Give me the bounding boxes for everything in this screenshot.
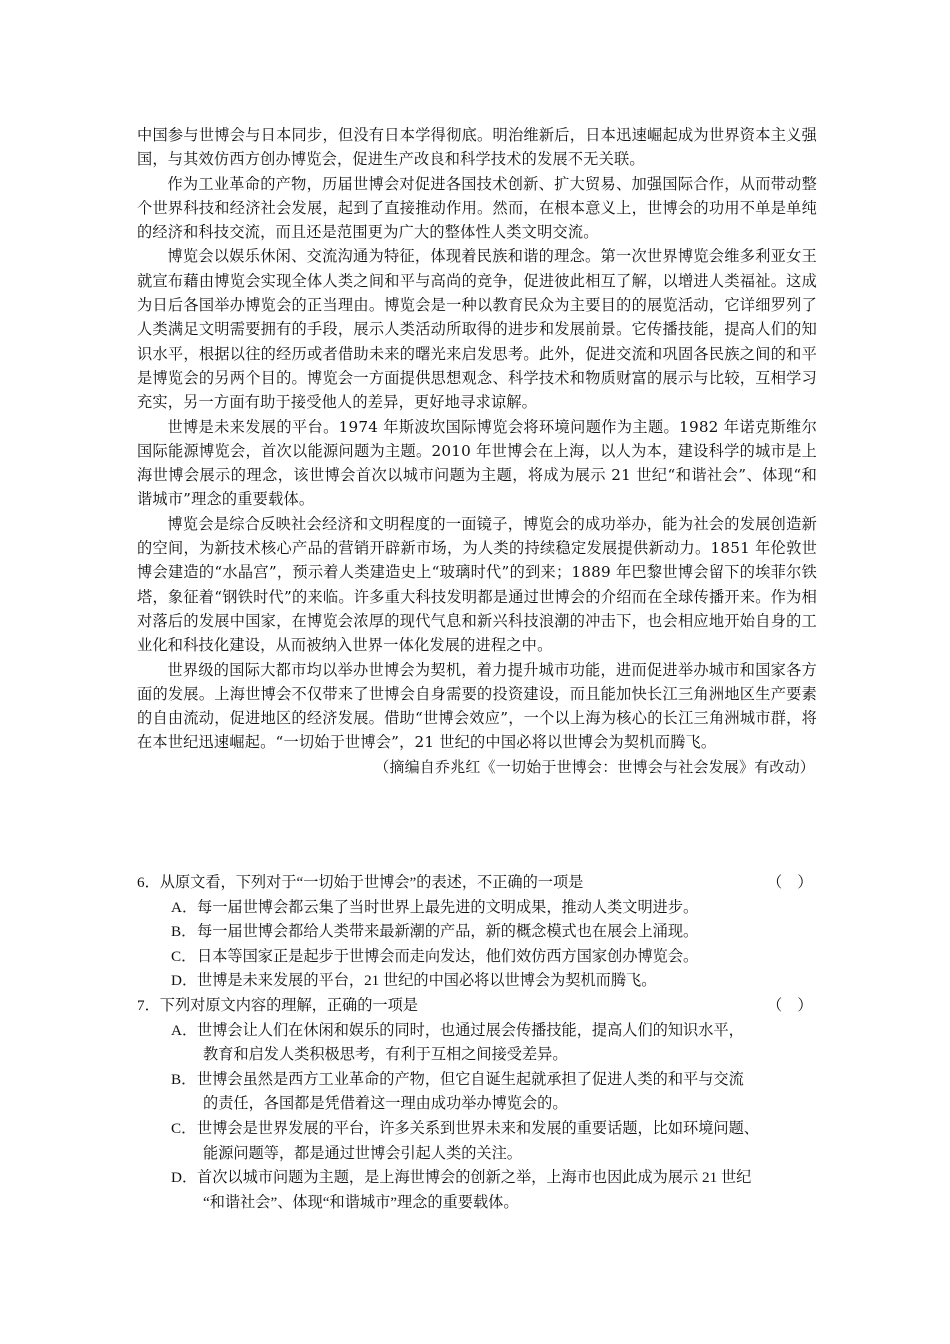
option-label: C． (171, 947, 197, 965)
option-label: D． (171, 972, 198, 990)
option-text: 世博会虽然是西方工业革命的产物，但它自诞生起就承担了促进人类的和平与交流 (197, 1070, 744, 1088)
option-text: 首次以城市问题为主题，是上海世博会的创新之举，上海市也因此成为展示 21 世纪 (197, 1169, 752, 1187)
article-paragraph-6: 世界级的国际大都市均以举办世博会为契机，着力提升城市功能，进而促进举办城市和国家各方面的发展。上海世博会不仅带来了世博会自身需要的投资建设，而且能加快长江三角洲地区生产要素的自由流动，促进地区的经济发展。借助“世博会效应”，一个以上海为核心的长江三角洲城市群，将在本世纪迅速崛起。“一切始于世博会”，21 世纪的中国必将以世博会为契机而腾飞。 (137, 660, 817, 752)
option-label: B． (171, 1070, 197, 1088)
question-6-option-d (137, 969, 827, 994)
question-7-option-a (137, 1019, 827, 1044)
question-6-option-c (137, 945, 827, 970)
article-paragraph-3: 博览会以娱乐休闲、交流沟通为特征，体现着民族和谐的理念。第一次世界博览会维多利亚女王就宣布藉由博览会实现全体人类之间和平与高尚的竞争，促进彼此相互了解，以增进人类福祉。这成为日后各国举办博览会的正当理由。博览会是一种以教育民众为主要目的的展览活动，它详细罗列了人类满足文明需要拥有的手段，展示人类活动所取得的进步和发展前景。它传播技能，提高人们的知识水平，根据以往的经历或者借助未来的曙光来启发思考。此外，促进交流和巩固各民族之间的和平是博览会的另两个目的。博览会一方面提供思想观念、科学技术和物质财富的展示与比较，互相学习充实，另一方面有助于接受他人的差异，更好地寻求谅解。 (137, 247, 817, 412)
option-text: 日本等国家正是起步于世博会而走向发达，他们效仿西方国家创办博览会。 (197, 947, 699, 965)
option-text: 世博是未来发展的平台，21 世纪的中国必将以世博会为契机而腾飞。 (197, 972, 657, 990)
option-text: 每一届世博会都给人类带来最新潮的产品，新的概念模式也在展会上涌现。 (197, 923, 699, 941)
article-paragraph-2: 作为工业革命的产物，历届世博会对促进各国技术创新、扩大贸易、加强国际合作，从而带动整个世界科技和经济社会发展，起到了直接推动作用。然而，在根本意义上，世博会的功用不单是单纯的经济和科技交流，而且还是范围更为广大的整体性人类文明交流。 (137, 174, 817, 242)
article-body (137, 123, 817, 779)
question-7-option-d-continuation: “和谐社会”、体现“和谐城市”理念的重要载体。 (203, 1193, 519, 1211)
question-7-answer-bracket: （ ） (767, 996, 813, 1014)
article-paragraph-1: 中国参与世博会与日本同步，但没有日本学得彻底。明治维新后，日本迅速崛起成为世界资本主义强国，与其效仿西方创办博览会，促进生产改良和科学技术的发展不无关联。 (137, 126, 817, 169)
question-7-option-d (137, 1166, 827, 1191)
option-text: 世博会让人们在休闲和娱乐的同时，也通过展会传播技能，提高人们的知识水平， (197, 1021, 744, 1039)
option-text: 世博会是世界发展的平台，许多关系到世界未来和发展的重要话题，比如环境问题、 (197, 1119, 759, 1137)
option-label: C． (171, 1119, 197, 1137)
option-label: B． (171, 923, 197, 941)
question-6-option-a (137, 896, 827, 921)
question-7-option-b-continuation: 的责任，各国都是凭借着这一理由成功举办博览会的。 (203, 1095, 568, 1113)
article-paragraph-4: 世博是未来发展的平台。1974 年斯波坎国际博览会将环境问题作为主题。1982 年诺克斯维尔国际能源博览会，首次以能源问题为主题。2010 年世博会在上海，以人为本，建设科学的城市是上海世博会展示的理念，该世博会首次以城市问题为主题，将成为展示 21 世纪“和谐社会”、体现“和谐城市”理念的重要载体。 (137, 417, 817, 509)
question-7-option-c (137, 1117, 827, 1142)
question-6 (137, 871, 827, 994)
question-6-stem: 6．从原文看，下列对于“一切始于世博会”的表述，不正确的一项是 (137, 874, 584, 891)
question-7-stem: 7．下列对原文内容的理解，正确的一项是 (137, 996, 418, 1014)
article-source-citation: （摘编自乔兆红《一切始于世博会：世博会与社会发展》有改动） (374, 757, 815, 776)
option-label: A． (171, 898, 198, 916)
option-label: D． (171, 1169, 198, 1187)
question-7-option-c-continuation: 能源问题等，都是通过世博会引起人类的关注。 (203, 1144, 522, 1162)
question-7 (137, 994, 827, 1215)
option-text: 每一届世博会都云集了当时世界上最先进的文明成果，推动人类文明进步。 (197, 898, 699, 916)
article-paragraph-5: 博览会是综合反映社会经济和文明程度的一面镜子，博览会的成功举办，能为社会的发展创造新的空间，为新技术核心产品的营销开辟新市场，为人类的持续稳定发展提供新动力。1851 年伦敦世博会建造的“水晶宫”，预示着人类建造史上“玻璃时代”的到来；1889 年巴黎世博会留下的埃菲尔铁塔，象征着“钢铁时代”的来临。许多重大科技发明都是通过世博会的介绍而在全球传播开来。作为相对落后的发展中国家，在博览会浓厚的现代气息和新兴科技浪潮的冲击下，也会相应地开始自身的工业化和科技化建设，从而被纳入世界一体化发展的进程之中。 (137, 514, 817, 655)
question-7-option-a-continuation: 教育和启发人类积极思考，有利于互相之间接受差异。 (203, 1046, 568, 1064)
question-6-answer-bracket: （ ） (767, 874, 813, 891)
question-section (137, 871, 827, 1215)
question-6-option-b (137, 920, 827, 945)
option-label: A． (171, 1021, 198, 1039)
question-7-option-b (137, 1068, 827, 1093)
